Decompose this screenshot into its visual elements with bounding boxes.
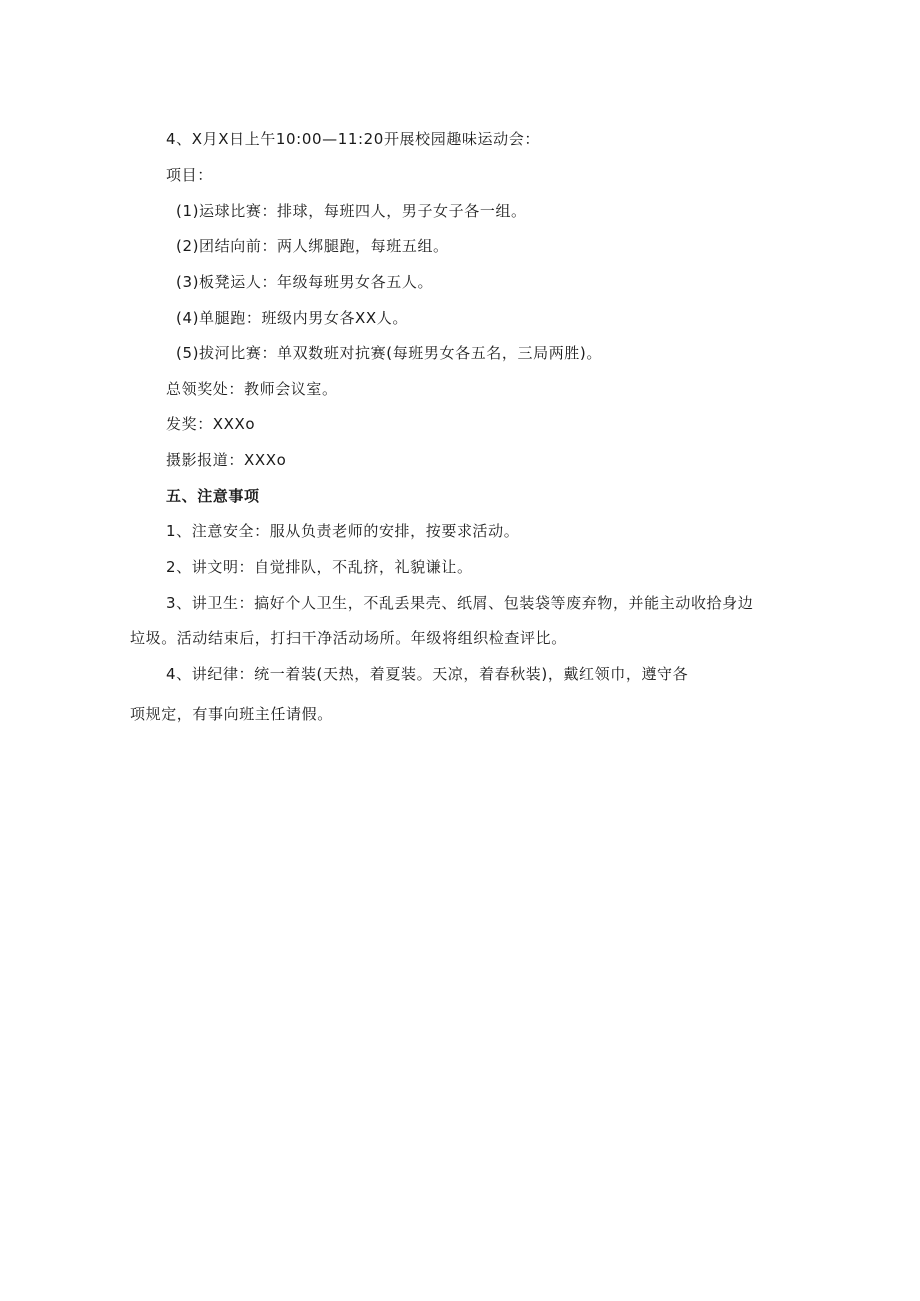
note-item-continuation: 垃圾。活动结束后，打扫干净活动场所。年级将组织检查评比。 bbox=[130, 629, 567, 647]
award-presenter: 发奖：XXXo bbox=[166, 415, 256, 433]
note-item: 2、讲文明：自觉排队，不乱挤，礼貌谦让。 bbox=[166, 558, 473, 576]
note-item: 4、讲纪律：统一着装(天热，着夏装。天凉，着春秋装)，戴红领巾，遵守各 bbox=[166, 665, 689, 683]
event-item: (2)团结向前：两人绑腿跑，每班五组。 bbox=[176, 237, 449, 255]
event-item: (4)单腿跑：班级内男女各XX人。 bbox=[176, 309, 409, 327]
award-office: 总领奖处：教师会议室。 bbox=[166, 380, 338, 398]
item4-title: 4、X月X日上午10:00—11:20开展校园趣味运动会： bbox=[166, 130, 540, 148]
photo-report: 摄影报道：XXXo bbox=[166, 451, 287, 469]
event-item: (1)运球比赛：排球，每班四人，男子女子各一组。 bbox=[176, 202, 527, 220]
note-item-continuation: 项规定，有事向班主任请假。 bbox=[130, 705, 333, 723]
note-item: 3、讲卫生：搞好个人卫生，不乱丢果壳、纸屑、包装袋等废弃物，并能主动收拾身边 bbox=[166, 594, 754, 612]
event-item: (3)板凳运人：年级每班男女各五人。 bbox=[176, 273, 434, 291]
section5-heading: 五、注意事项 bbox=[166, 487, 260, 505]
event-item: (5)拔河比赛：单双数班对抗赛(每班男女各五名，三局两胜)。 bbox=[176, 344, 602, 362]
note-item: 1、注意安全：服从负责老师的安排，按要求活动。 bbox=[166, 522, 520, 540]
events-label: 项目： bbox=[166, 166, 213, 184]
